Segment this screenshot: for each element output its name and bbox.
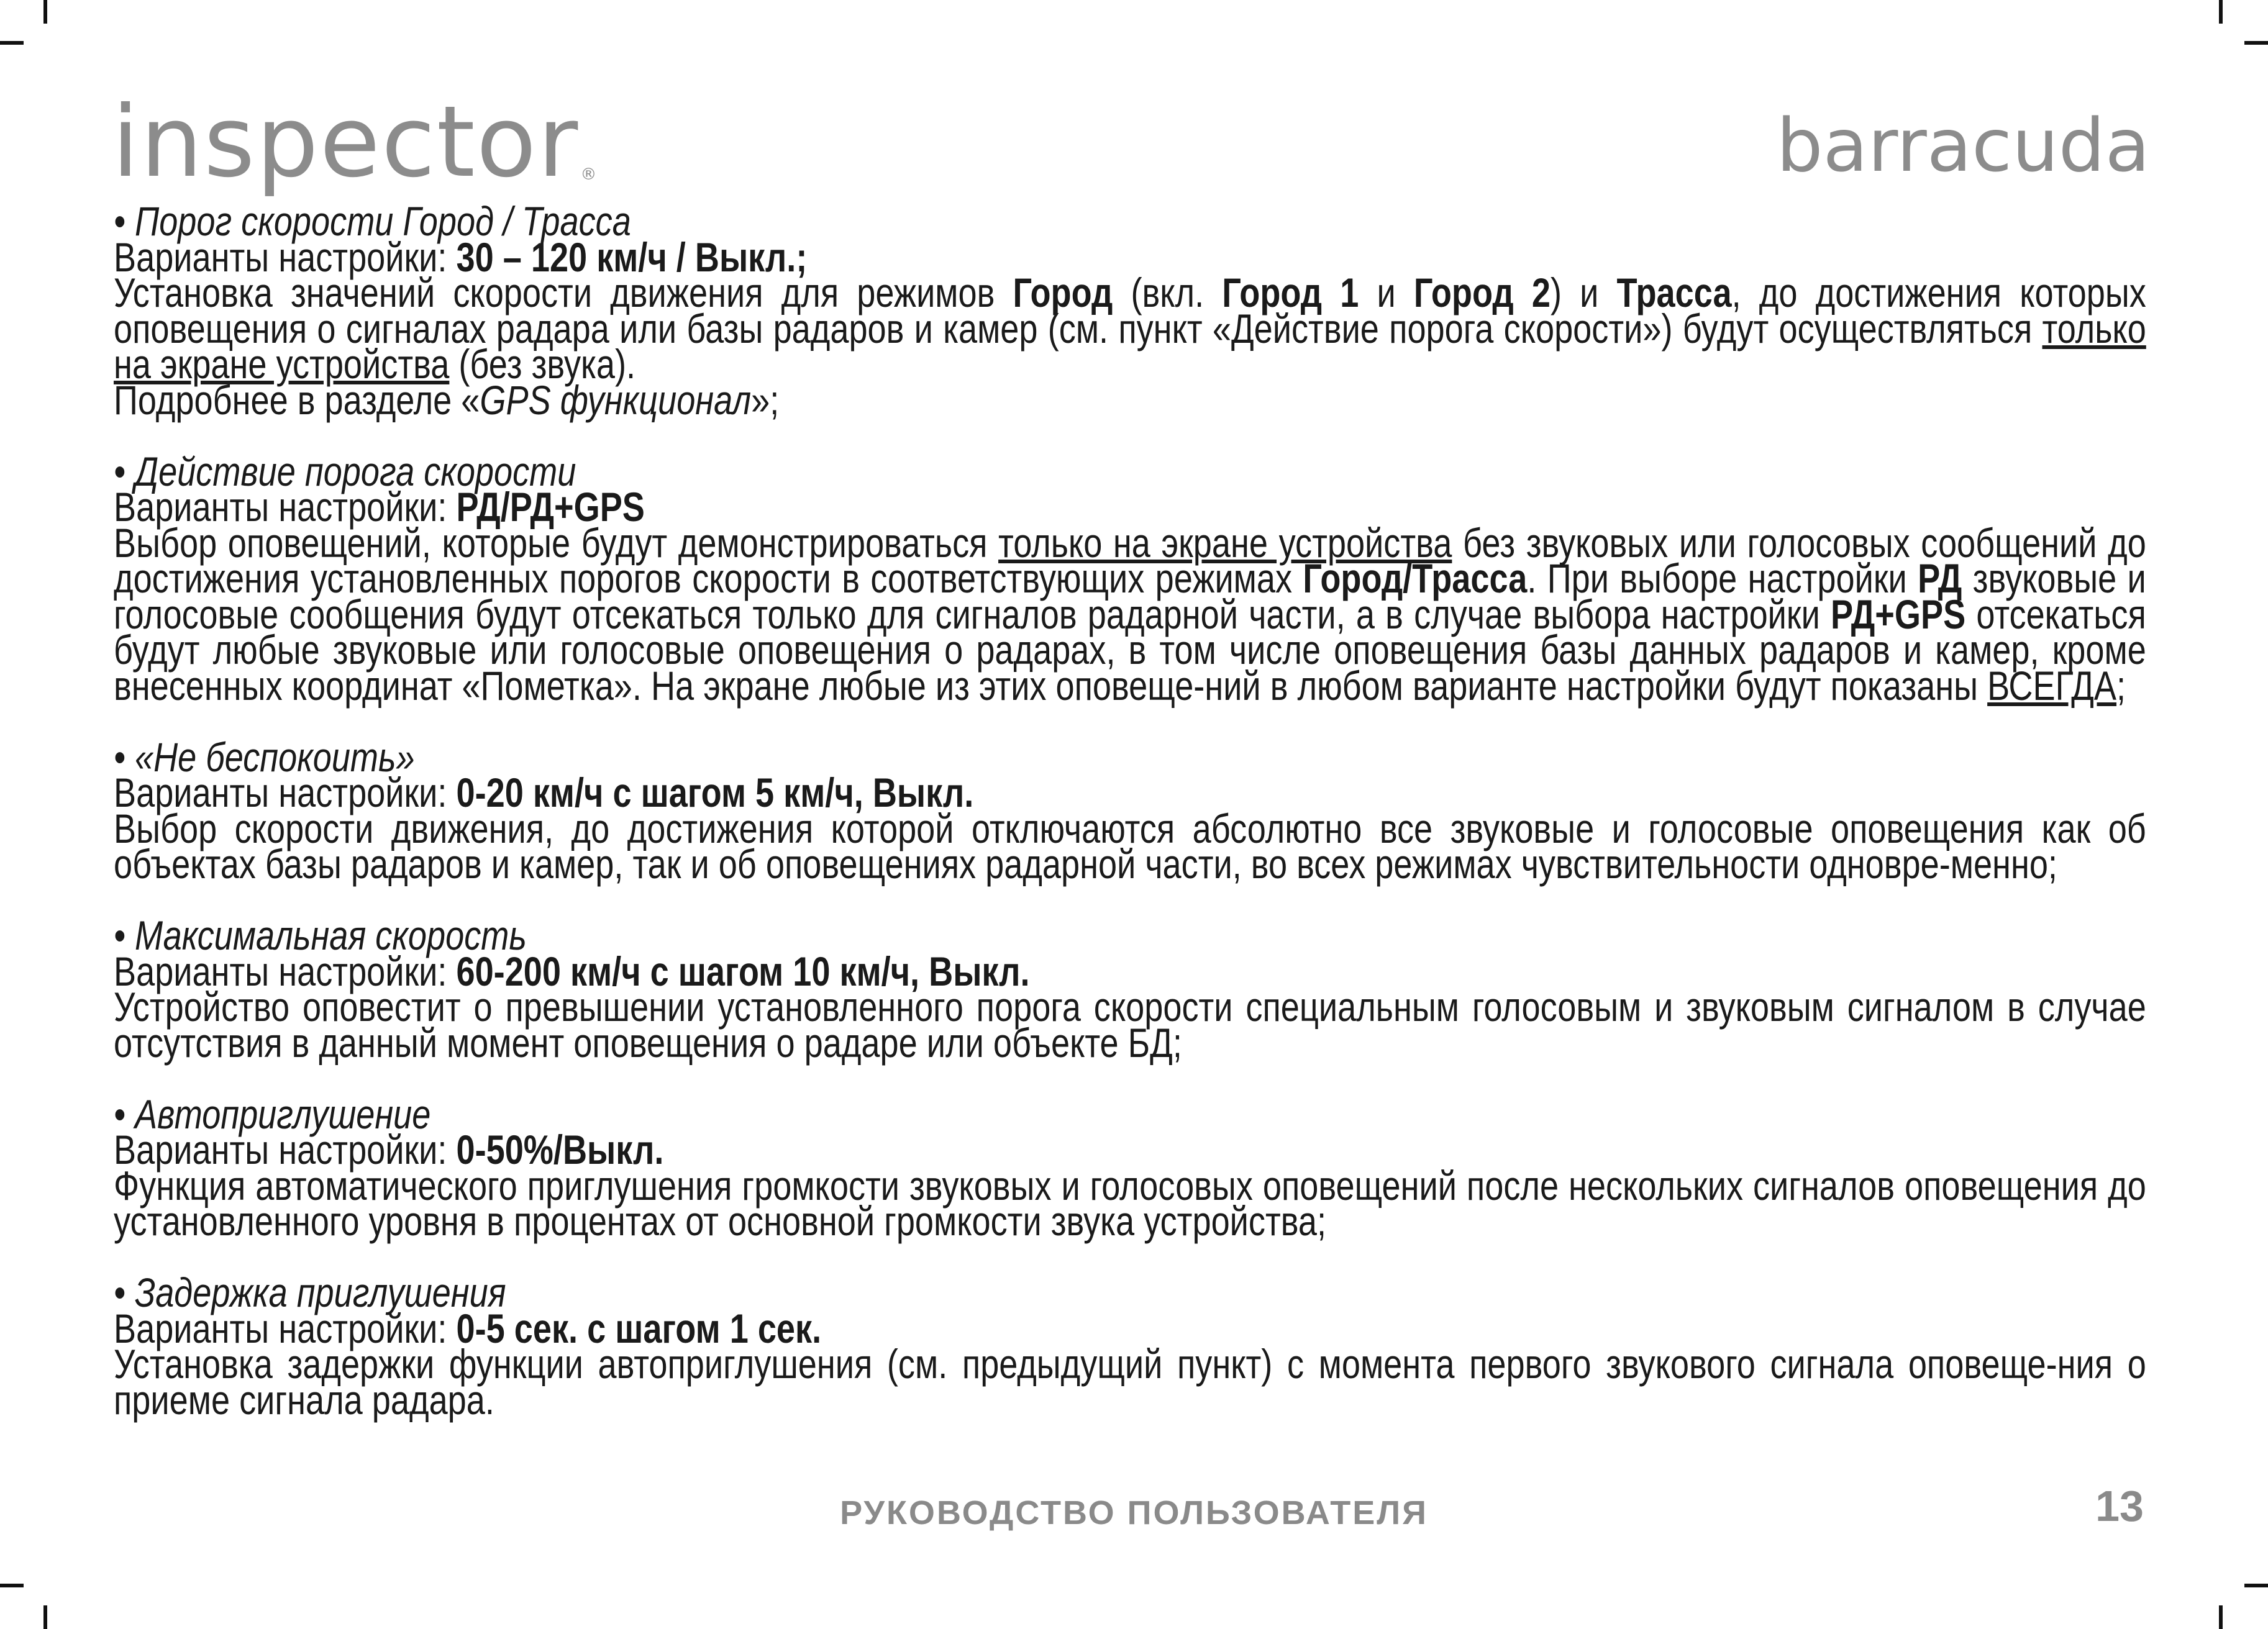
crop-mark: [2244, 41, 2268, 45]
section-speed-threshold: [114, 198, 2146, 423]
section-text: Функция автоматического приглушения громкости звуковых и голосовых оповещений после нескольких сигналов оповещения до установленного уровня в процентах от основной громкости звука устройства;: [114, 1162, 2146, 1244]
section-do-not-disturb: [114, 733, 2146, 887]
crop-mark: [43, 0, 47, 24]
section-text: Устройство оповестит о превышении установленного порога скорости специальным голосовым и звуковым сигналом в случае отсутствия в данный момент оповещения о радаре или объекте БД;: [114, 984, 2146, 1066]
options-line: Варианты настройки: 60-200 км/ч с шагом 10 км/ч, Выкл.: [114, 948, 1030, 994]
section-title: • Порог скорости Город / Трасса: [114, 198, 631, 244]
options-line: Варианты настройки: РД/РД+GPS: [114, 484, 645, 530]
section-text: Установка значений скорости движения для режимов Город (вкл. Город 1 и Город 2) и Трасса, до достижения которых оповещения о сигналах радара или базы радаров и камер (см. пункт «Действие порога скорости») будут осуществляться только на экране устройства (без звука).: [114, 270, 2146, 387]
manual-content: [114, 198, 2146, 1423]
section-threshold-action: [114, 448, 2146, 709]
options-line: Варианты настройки: 30 – 120 км/ч / Выкл.;: [114, 234, 808, 280]
section-mute-delay: [114, 1269, 2146, 1423]
section-title: • Максимальная скорость: [114, 912, 527, 958]
section-title: • Автоприглушение: [114, 1091, 431, 1137]
options-line: Варианты настройки: 0-20 км/ч с шагом 5 км/ч, Выкл.: [114, 769, 974, 815]
section-auto-mute: [114, 1091, 2146, 1244]
crop-mark: [2219, 0, 2223, 24]
footer-title: РУКОВОДСТВО ПОЛЬЗОВАТЕЛЯ: [840, 1494, 1428, 1531]
section-title: • «Не беспокоить»: [114, 733, 415, 780]
section-text: Установка задержки функции автоприглушения (см. предыдущий пункт) с момента первого звукового сигнала оповеще-ния о приеме сигнала радара.: [114, 1341, 2146, 1423]
options-line: Варианты настройки: 0-50%/Выкл.: [114, 1127, 664, 1173]
section-title: • Действие порога скорости: [114, 448, 576, 494]
options-line: Варианты настройки: 0-5 сек. с шагом 1 сек.: [114, 1305, 822, 1351]
section-title: • Задержка приглушения: [114, 1269, 506, 1315]
inspector-logo: inspector®: [112, 85, 598, 199]
crop-mark: [43, 1605, 47, 1629]
crop-mark: [2219, 1605, 2223, 1629]
crop-mark: [0, 41, 24, 45]
section-max-speed: [114, 912, 2146, 1066]
section-text-more: Подробнее в разделе «GPS функционал»;: [114, 376, 780, 423]
crop-mark: [0, 1584, 24, 1587]
crop-mark: [2244, 1584, 2268, 1587]
section-text: Выбор скорости движения, до достижения которой отключаются абсолютно все звуковые и голосовые оповещения как об объектах базы радаров и камер, так и об оповещениях радарной части, во всех режимах чувствительности одновре-менно;: [114, 805, 2146, 887]
barracuda-logo: barracuda: [1776, 102, 2150, 188]
page-number: 13: [2095, 1482, 2144, 1530]
section-text: Выбор оповещений, которые будут демонстрироваться только на экране устройства без звуковых или голосовых сообщений до достижения установленных порогов скорости в соответствующих режимах Город/Трасса. При выборе настройки РД звуковые и голосовые сообщения будут отсекаться только для сигналов радарной части, а в случае выбора настройки РД+GPS отсекаться будут любые звуковые или голосовые оповещения о радарах, в том числе оповещения базы данных радаров и камер, кроме внесенных координат «Пометка». На экране любые из этих оповеще-ний в любом варианте настройки будут показаны ВСЕГДА;: [114, 519, 2146, 709]
